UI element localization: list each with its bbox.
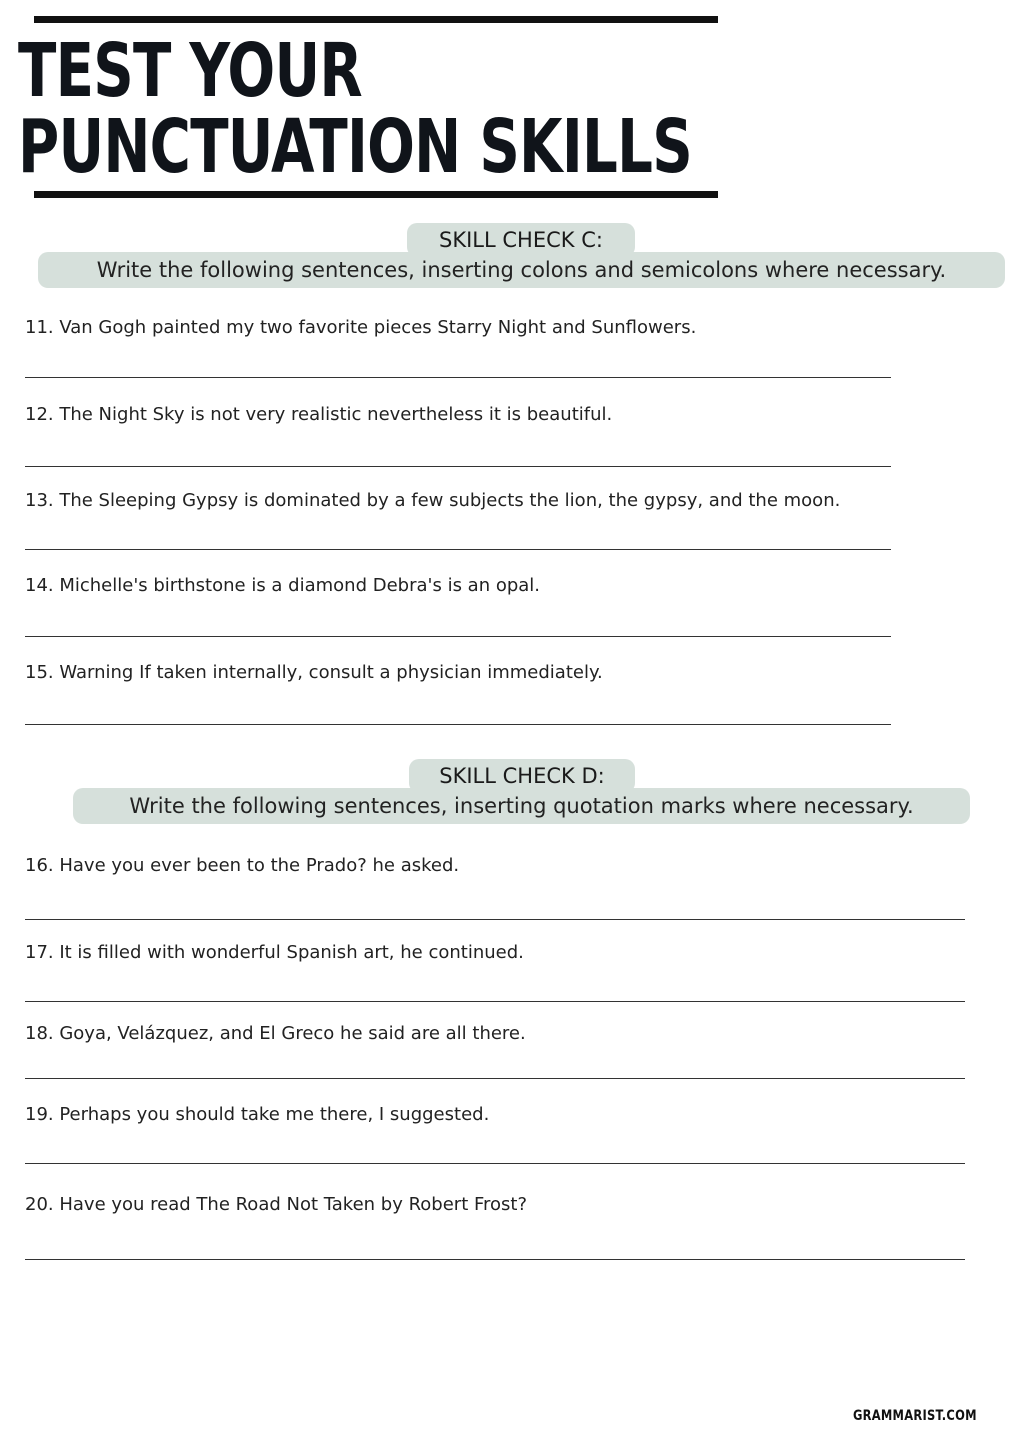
question-13: 13. The Sleeping Gypsy is dominated by a few subjects the lion, the gypsy, and the moon. xyxy=(25,490,841,511)
skill-check-c-heading: SKILL CHECK C: xyxy=(407,223,635,257)
question-20: 20. Have you read The Road Not Taken by Robert Frost? xyxy=(25,1194,528,1215)
answer-line-17[interactable] xyxy=(25,1001,965,1002)
answer-line-18[interactable] xyxy=(25,1078,965,1079)
question-14: 14. Michelle's birthstone is a diamond Debra's is an opal. xyxy=(25,575,541,596)
title-bottom-rule xyxy=(34,191,718,198)
answer-line-11[interactable] xyxy=(25,377,891,378)
answer-line-16[interactable] xyxy=(25,919,965,920)
question-19: 19. Perhaps you should take me there, I suggested. xyxy=(25,1104,490,1125)
question-16: 16. Have you ever been to the Prado? he asked. xyxy=(25,855,460,876)
answer-line-19[interactable] xyxy=(25,1163,965,1164)
question-18: 18. Goya, Velázquez, and El Greco he said are all there. xyxy=(25,1023,526,1044)
question-12: 12. The Night Sky is not very realistic nevertheless it is beautiful. xyxy=(25,404,613,425)
answer-line-14[interactable] xyxy=(25,636,891,637)
answer-line-15[interactable] xyxy=(25,724,891,725)
skill-check-d-heading: SKILL CHECK D: xyxy=(409,759,635,793)
question-11: 11. Van Gogh painted my two favorite pieces Starry Night and Sunflowers. xyxy=(25,317,697,338)
skill-check-c-instruction: Write the following sentences, inserting colons and semicolons where necessary. xyxy=(38,252,1005,288)
answer-line-13[interactable] xyxy=(25,549,891,550)
skill-check-d-instruction: Write the following sentences, inserting quotation marks where necessary. xyxy=(73,788,970,824)
footer-site-name: GRAMMARIST.COM xyxy=(853,1408,977,1424)
question-17: 17. It is filled with wonderful Spanish art, he continued. xyxy=(25,942,524,963)
title-top-rule xyxy=(34,16,718,23)
answer-line-12[interactable] xyxy=(25,466,891,467)
page-title-line-1: TEST YOUR xyxy=(18,28,362,114)
page-title-line-2: PUNCTUATION SKILLS xyxy=(18,104,692,190)
answer-line-20[interactable] xyxy=(25,1259,965,1260)
question-15: 15. Warning If taken internally, consult a physician immediately. xyxy=(25,662,603,683)
